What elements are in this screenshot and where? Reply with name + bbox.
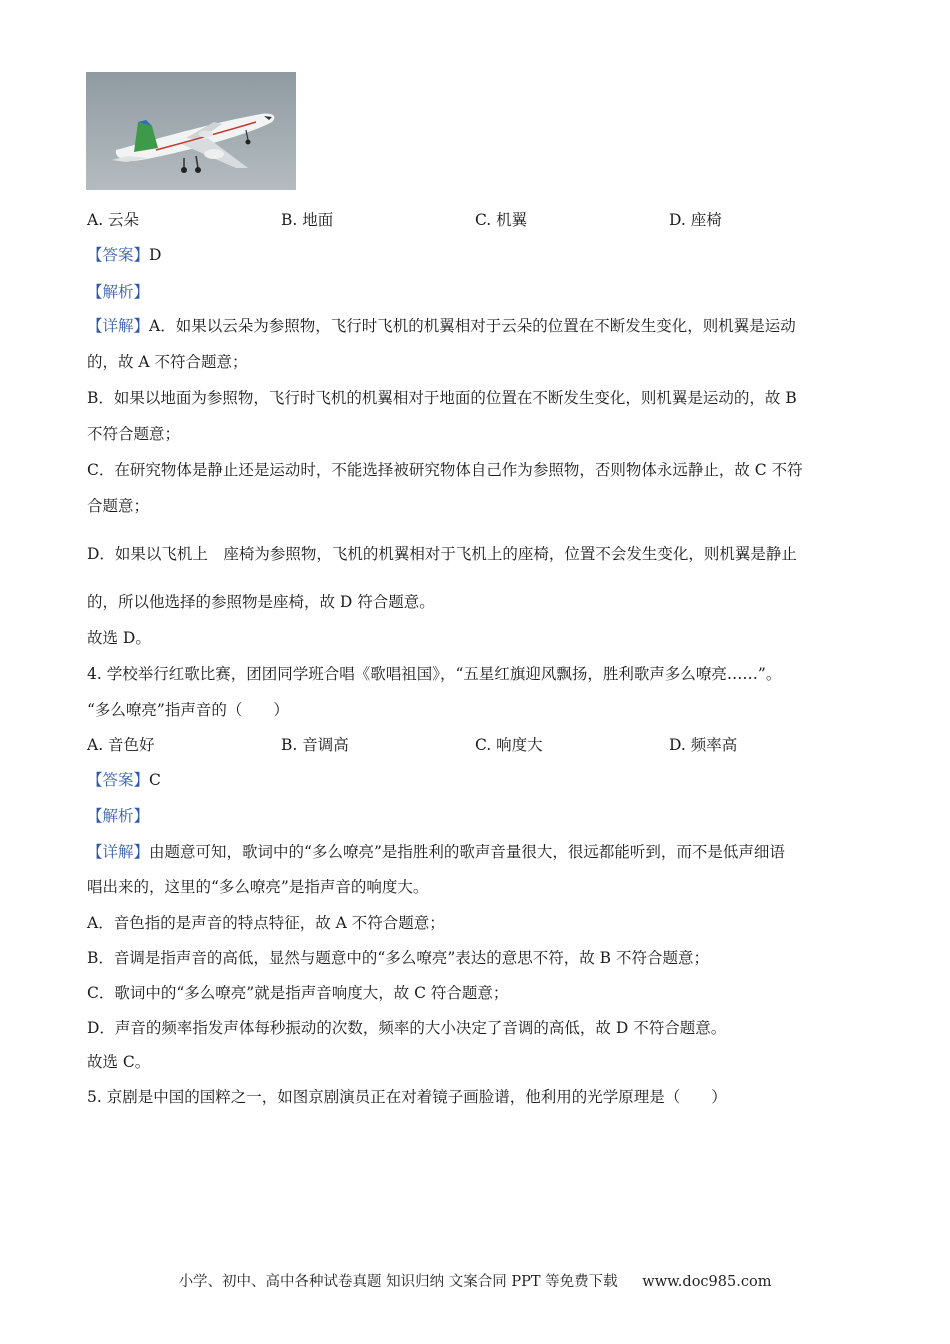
q3-option-b: B. 地面 — [281, 211, 334, 229]
q4-detail-line: C．歌词中的“多么嘹亮”就是指声音响度大，故 C 符合题意； — [87, 984, 509, 1002]
q4-answer — [87, 770, 161, 790]
q3-detail-line: 合题意； — [87, 497, 150, 515]
q5-stem: 5. 京剧是中国的国粹之一，如图京剧演员正在对着镜子画脸谱，他利用的光学原理是（ ） — [87, 1088, 727, 1106]
q3-detail-line: C．在研究物体是静止还是运动时，不能选择被研究物体自己作为参照物，否则物体永远静止，故 C 不符 — [87, 461, 803, 479]
q4-option-b: B. 音调高 — [281, 736, 349, 754]
q3-option-d: D. 座椅 — [669, 211, 722, 229]
q4-detail-line: D．声音的频率指发声体每秒振动的次数，频率的大小决定了音调的高低，故 D 不符合题意。 — [87, 1019, 727, 1037]
q4-stem-line: “多么嘹亮”指声音的（ ） — [87, 701, 289, 719]
q3-detail-tag: 【详解】 — [87, 317, 150, 335]
q4-option-c: C. 响度大 — [475, 736, 543, 754]
q4-detail-line — [87, 842, 785, 862]
q3-detail-line: 不符合题意； — [87, 425, 181, 443]
q3-answer-value: D — [149, 246, 162, 264]
q3-answer — [87, 245, 161, 265]
q3-detail-line: D．如果以飞机上 座椅为参照物，飞机的机翼相对于飞机上的座椅，位置不会发生变化，则机翼是静止 — [87, 545, 797, 563]
q3-answer-tag: 【答案】 — [87, 246, 150, 264]
q3-detail-line: B．如果以地面为参照物，飞行时飞机的机翼相对于地面的位置在不断发生变化，则机翼是运动的，故 B — [87, 389, 797, 407]
q4-detail-tag: 【详解】 — [87, 843, 150, 861]
q4-stem-line: 4. 学校举行红歌比赛，团团同学班合唱《歌唱祖国》，“五星红旗迎风飘扬，胜利歌声多么嘹亮……”。 — [87, 665, 782, 683]
footer-text: 小学、初中、高中各种试卷真题 知识归纳 文案合同 PPT 等免费下载 — [178, 1274, 618, 1290]
footer-url: www.doc985.com — [642, 1274, 772, 1290]
q3-conclusion: 故选 D。 — [87, 629, 151, 647]
q4-answer-tag: 【答案】 — [87, 771, 150, 789]
q3-detail-line: 的，故 A 不符合题意； — [87, 353, 248, 371]
q4-detail-line: 唱出来的，这里的“多么嘹亮”是指声音的响度大。 — [87, 878, 429, 896]
q3-detail-line: 的，所以他选择的参照物是座椅，故 D 符合题意。 — [87, 593, 435, 611]
q4-conclusion: 故选 C。 — [87, 1053, 151, 1071]
q3-option-a: A. 云朵 — [87, 211, 140, 229]
q4-detail-line: B．音调是指声音的高低，显然与题意中的“多么嘹亮”表达的意思不符，故 B 不符合题意； — [87, 949, 709, 967]
airplane-photo — [86, 72, 296, 190]
q4-detail-line: A．音色指的是声音的特点特征，故 A 不符合题意； — [87, 914, 445, 932]
q3-analysis-tag: 【解析】 — [87, 283, 150, 301]
q4-option-d: D. 频率高 — [669, 736, 738, 754]
q4-analysis-tag: 【解析】 — [87, 807, 150, 825]
q3-option-c: C. 机翼 — [475, 211, 528, 229]
q4-answer-value: C — [149, 771, 161, 789]
q3-detail-text: A．如果以云朵为参照物，飞行时飞机的机翼相对于云朵的位置在不断发生变化，则机翼是运动 — [149, 317, 796, 335]
q4-option-a: A. 音色好 — [87, 736, 155, 754]
page-footer — [0, 1270, 950, 1291]
q3-detail-line — [87, 316, 796, 336]
q4-detail-text: 由题意可知，歌词中的“多么嘹亮”是指胜利的歌声音量很大，很远都能听到，而不是低声细语 — [149, 843, 785, 861]
